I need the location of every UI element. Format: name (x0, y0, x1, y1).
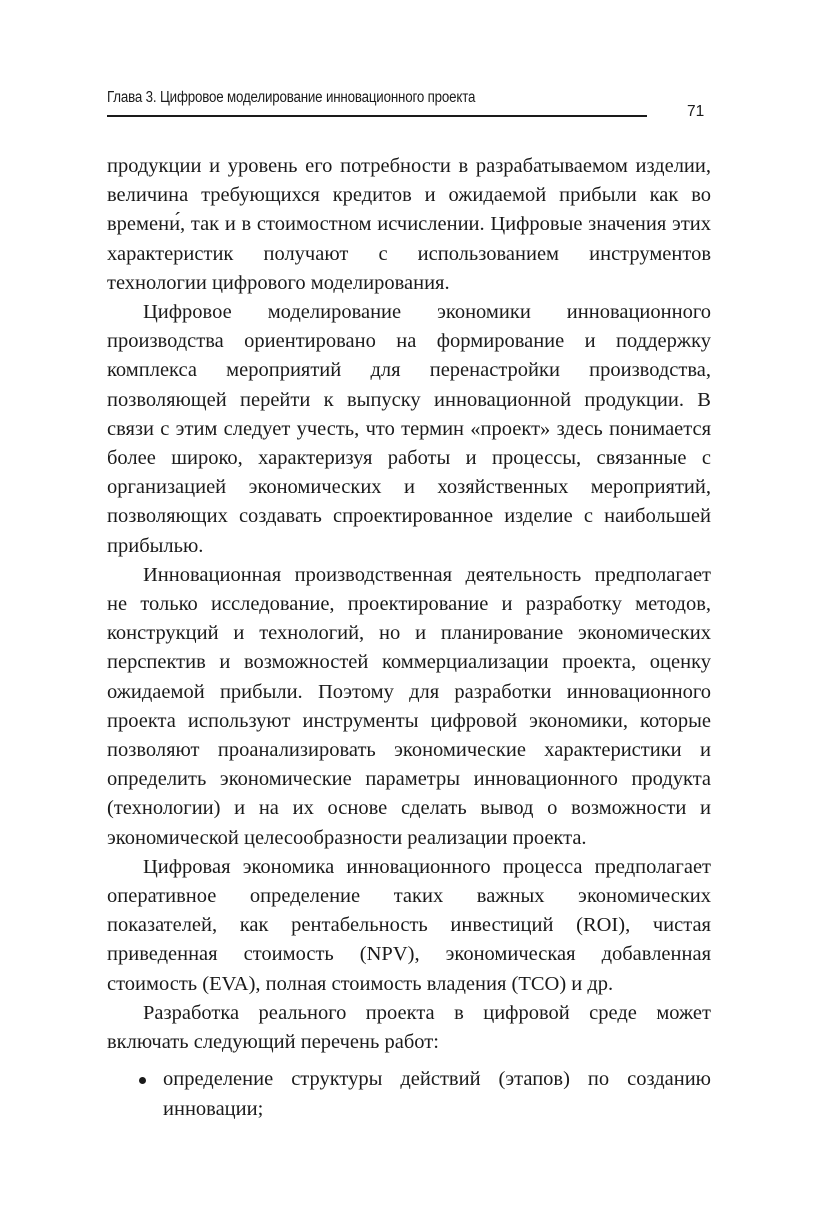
bullet-item (163, 1065, 711, 1123)
header-rule (107, 115, 647, 117)
paragraph-2: Цифровое моделирование экономики инновационного производства ориентировано на формирование и поддержку комплекса мероприятий для перенастройки производства, позволяющей перейти к выпуску инновационной продукции. В связи с этим следует учесть, что термин «проект» здесь понимается более широко, характеризуя работы и процессы, связанные с организацией экономических и хозяйственных мероприятий, позволяющих создавать спроектированное изделие с наибольшей прибылью. (107, 301, 711, 557)
paragraph-1: продукции и уровень его потребности в разрабатываемом изделии, величина требующихся кредитов и ожидаемой прибыли как во времени́, так и в стоимостном исчислении. Цифровые значения этих характеристик получают с использованием инструментов технологии цифрового моделирования. (107, 155, 711, 294)
page-number: 71 (687, 103, 705, 120)
bullet-list (107, 1065, 711, 1123)
body-text (107, 152, 711, 1124)
bullet-dot-icon (139, 1077, 146, 1084)
paragraph-5: Разработка реального проекта в цифровой среде может включать следующий перечень работ: (107, 1001, 711, 1054)
bullet-item-text: определение структуры действий (этапов) по созданию инновации; (163, 1068, 711, 1120)
paragraph-3: Инновационная производственная деятельность предполагает не только исследование, проектирование и разработку методов, конструкций и технологий, но и планирование экономических перспектив и возможностей коммерциализации проекта, оценку ожидаемой прибыли. Поэтому для разработки инновационного проекта используют инструменты цифровой экономики, которые позволяют проанализировать экономические характеристики и определить экономические параметры инновационного продукта (технологии) и на их основе сделать вывод о возможности и экономической целесообразности реализации проекта. (107, 563, 711, 849)
paragraph-4: Цифровая экономика инновационного процесса предполагает оперативное определение таких важных экономических показателей, как рентабельность инвестиций (ROI), чистая приведенная стоимость (NPV), экономическая добавленная стоимость (EVA), полная стоимость владения (TCO) и др. (107, 855, 711, 995)
running-head-title: Глава 3. Цифровое моделирование инновационного проекта (107, 89, 476, 106)
